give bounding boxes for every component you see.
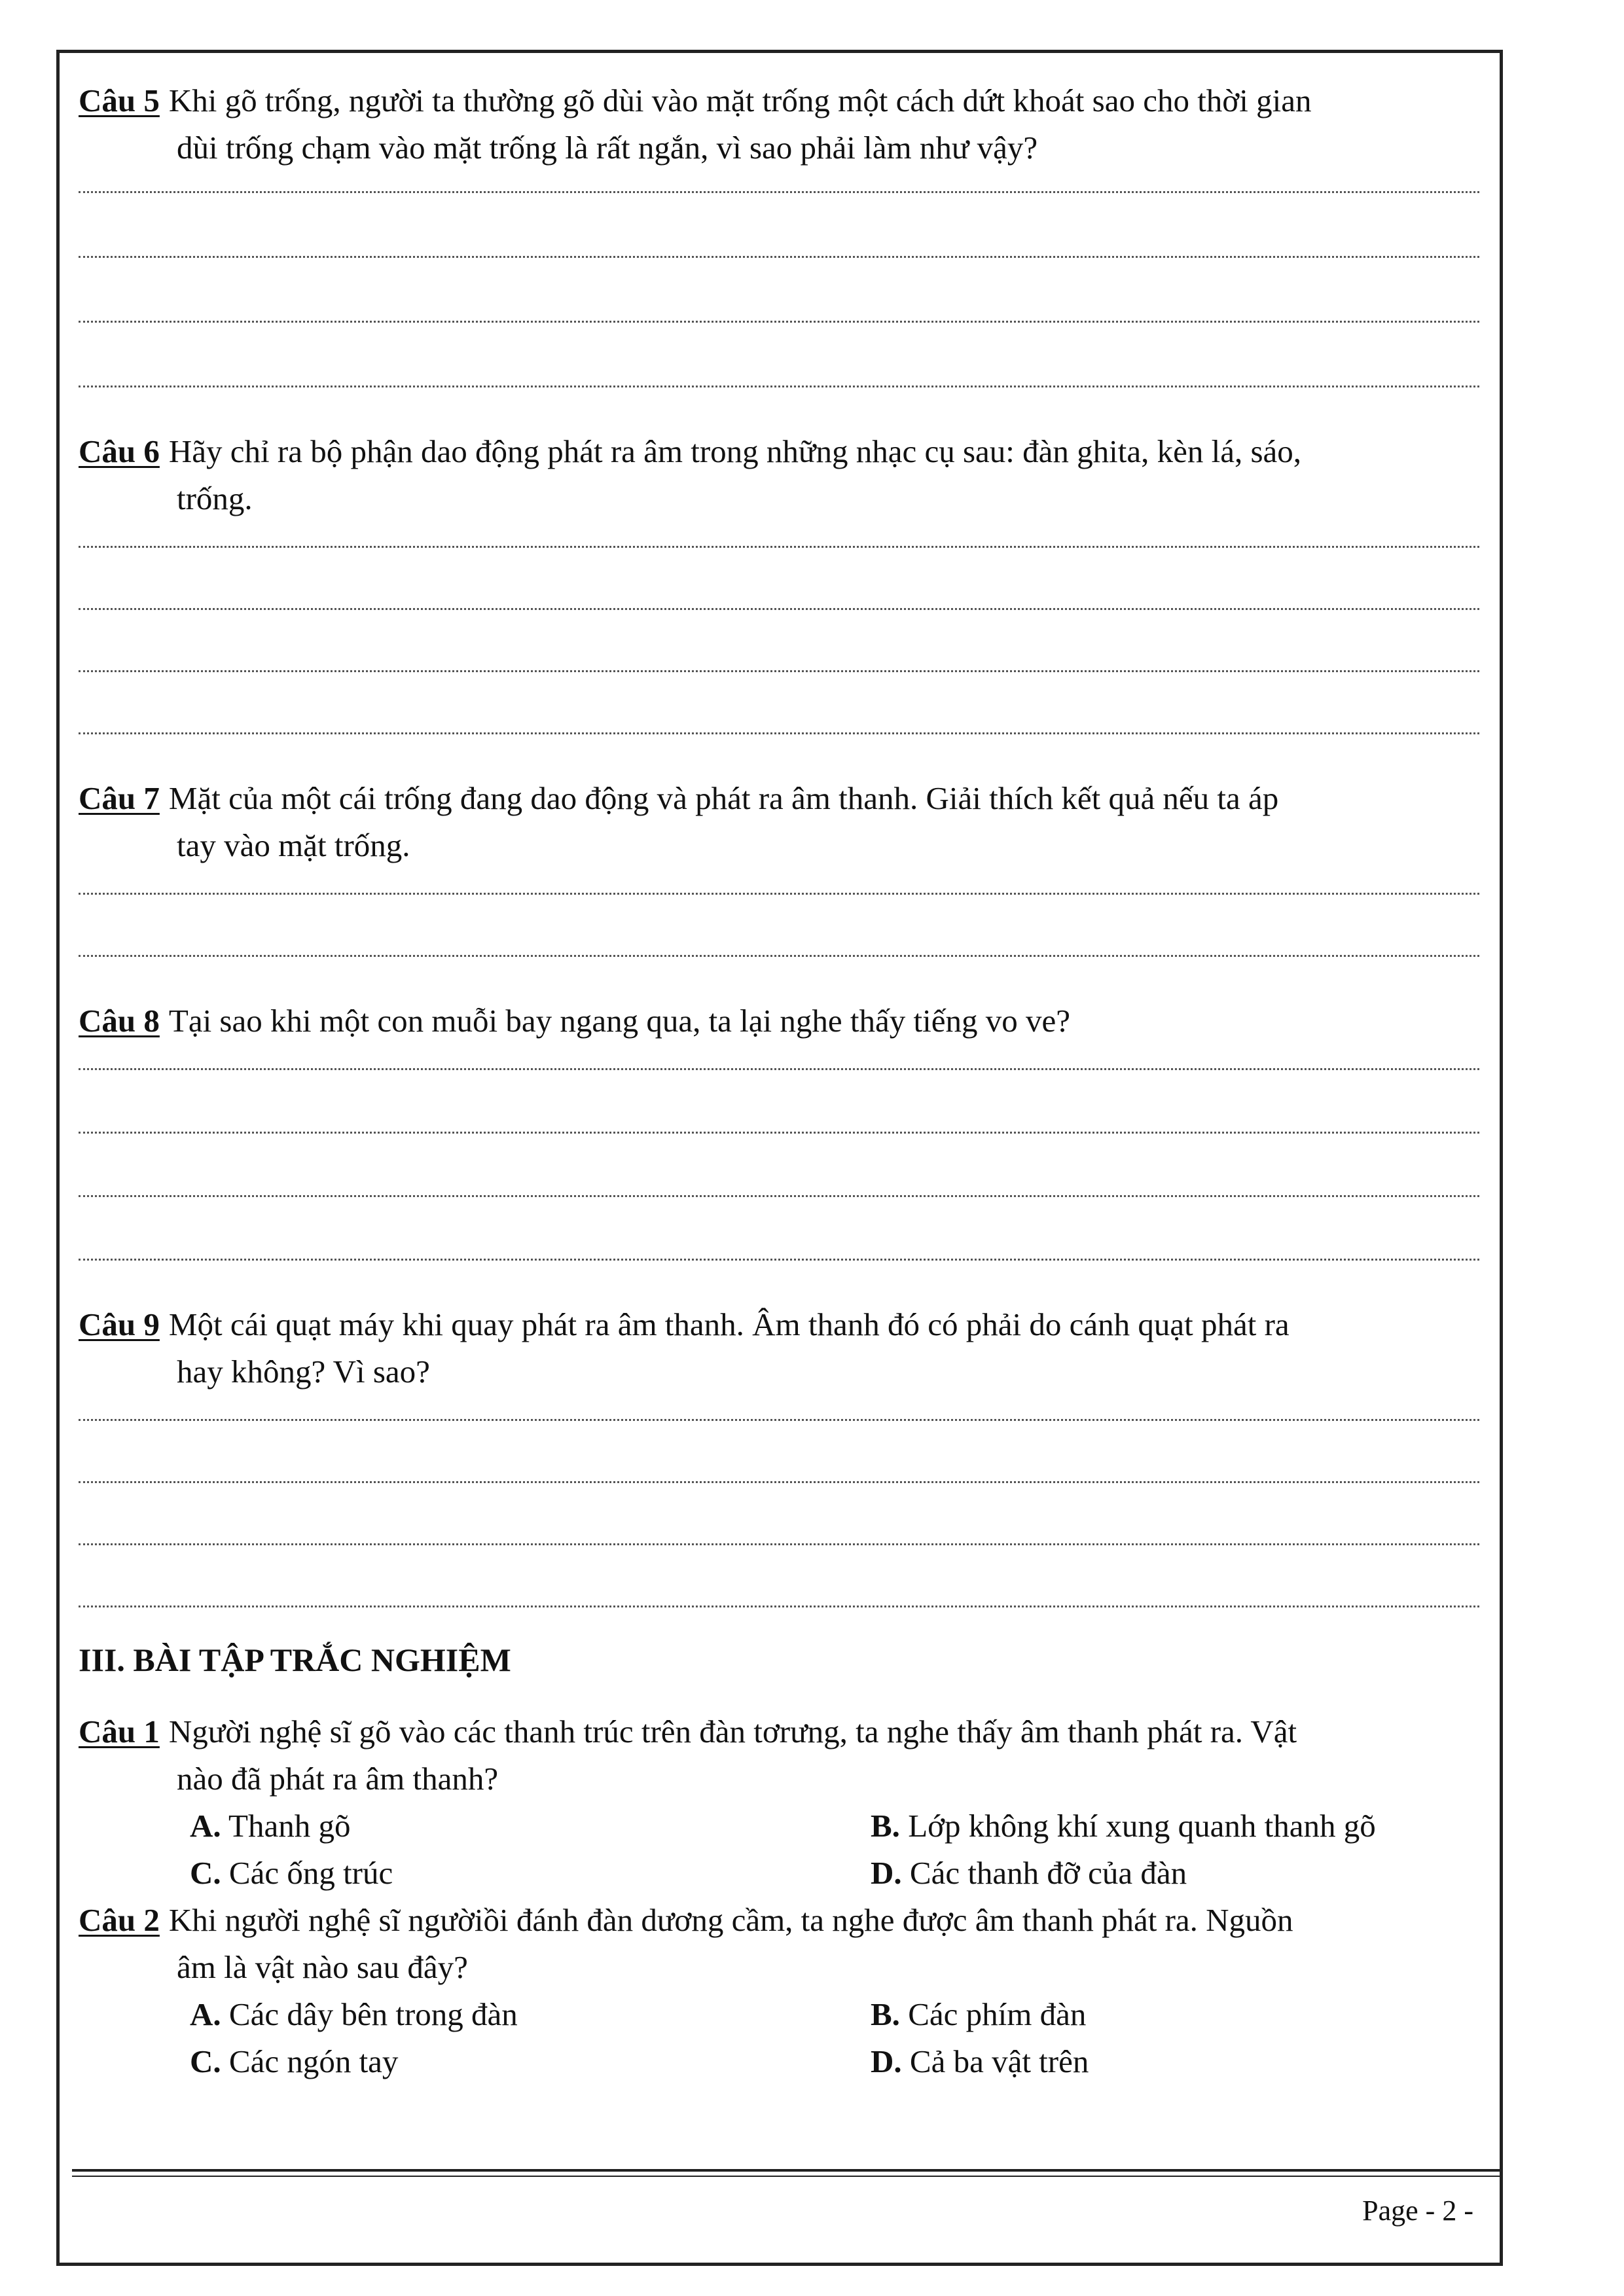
question-label: Câu 9 bbox=[79, 1306, 160, 1342]
answer-line[interactable] bbox=[79, 670, 1479, 672]
answer-line[interactable] bbox=[79, 191, 1479, 193]
option-a[interactable] bbox=[190, 1803, 871, 1850]
option-key: B. bbox=[871, 1808, 900, 1844]
option-text: Cả ba vật trên bbox=[909, 2043, 1089, 2079]
answer-line[interactable] bbox=[79, 1605, 1479, 1607]
option-key: D. bbox=[871, 2043, 902, 2079]
answer-line[interactable] bbox=[79, 1132, 1479, 1134]
question-6 bbox=[79, 428, 1479, 734]
answer-line[interactable] bbox=[79, 1068, 1479, 1070]
question-text: Tại sao khi một con muỗi bay ngang qua, ta lại nghe thấy tiếng vo ve? bbox=[168, 1003, 1070, 1039]
option-c[interactable] bbox=[190, 2038, 871, 2085]
question-text: Hãy chỉ ra bộ phận dao động phát ra âm trong những nhạc cụ sau: đàn ghita, kèn lá, sáo, bbox=[168, 433, 1302, 469]
question-text-cont: dùi trống chạm vào mặt trống là rất ngắn, vì sao phải làm như vậy? bbox=[177, 130, 1038, 166]
options bbox=[79, 1991, 1479, 2085]
option-text: Các phím đàn bbox=[908, 1996, 1087, 2032]
option-text: Các ngón tay bbox=[228, 2043, 399, 2079]
option-text: Các dây bên trong đàn bbox=[228, 1996, 518, 2032]
question-text: Người nghệ sĩ gõ vào các thanh trúc trên đàn tơrưng, ta nghe thấy âm thanh phát ra. Vật bbox=[168, 1713, 1297, 1749]
question-text: Một cái quạt máy khi quay phát ra âm thanh. Âm thanh đó có phải do cánh quạt phát ra bbox=[168, 1306, 1290, 1342]
section-title: III. BÀI TẬP TRẮC NGHIỆM bbox=[79, 1641, 511, 1678]
question-label: Câu 1 bbox=[79, 1713, 160, 1749]
question-text-cont: âm là vật nào sau đây? bbox=[177, 1949, 468, 1985]
answer-line[interactable] bbox=[79, 893, 1479, 895]
answer-line[interactable] bbox=[79, 1419, 1479, 1421]
worksheet-content bbox=[79, 77, 1479, 2085]
option-text: Thanh gõ bbox=[228, 1808, 351, 1844]
footer-divider bbox=[72, 2169, 1503, 2172]
option-key: C. bbox=[190, 2043, 221, 2079]
question-label: Câu 6 bbox=[79, 433, 160, 469]
page-number: Page - 2 - bbox=[1362, 2195, 1473, 2227]
question-text-cont: trống. bbox=[177, 480, 253, 516]
answer-line[interactable] bbox=[79, 732, 1479, 734]
question-label: Câu 7 bbox=[79, 780, 160, 816]
question-8 bbox=[79, 997, 1479, 1261]
question-text: Khi người nghệ sĩ ngườiồi đánh đàn dương cầm, ta nghe được âm thanh phát ra. Nguồn bbox=[168, 1902, 1293, 1938]
question-7 bbox=[79, 775, 1479, 957]
question-text: Khi gõ trống, người ta thường gõ dùi vào mặt trống một cách dứt khoát sao cho thời gian bbox=[168, 82, 1312, 118]
answer-line[interactable] bbox=[79, 1543, 1479, 1545]
footer-divider-thin bbox=[72, 2176, 1503, 2177]
option-text: Các thanh đỡ của đàn bbox=[909, 1855, 1187, 1891]
question-text-cont: nào đã phát ra âm thanh? bbox=[177, 1761, 499, 1797]
option-text: Các ống trúc bbox=[228, 1855, 393, 1891]
answer-line[interactable] bbox=[79, 608, 1479, 610]
question-text: Mặt của một cái trống đang dao động và phát ra âm thanh. Giải thích kết quả nếu ta áp bbox=[168, 780, 1279, 816]
option-key: D. bbox=[871, 1855, 902, 1891]
answer-line[interactable] bbox=[79, 1195, 1479, 1197]
option-c[interactable] bbox=[190, 1850, 871, 1897]
option-key: A. bbox=[190, 1996, 221, 2032]
answer-line[interactable] bbox=[79, 256, 1479, 258]
question-text-cont: tay vào mặt trống. bbox=[177, 827, 410, 863]
option-a[interactable] bbox=[190, 1991, 871, 2038]
question-text-cont: hay không? Vì sao? bbox=[177, 1354, 430, 1390]
question-9 bbox=[79, 1301, 1479, 1607]
question-label: Câu 8 bbox=[79, 1003, 160, 1039]
mcq-1 bbox=[79, 1708, 1479, 1897]
option-d[interactable] bbox=[871, 1850, 1525, 1897]
mcq-2 bbox=[79, 1897, 1479, 2085]
answer-line[interactable] bbox=[79, 1259, 1479, 1261]
option-key: B. bbox=[871, 1996, 900, 2032]
option-key: A. bbox=[190, 1808, 221, 1844]
option-b[interactable] bbox=[871, 1803, 1525, 1850]
answer-line[interactable] bbox=[79, 546, 1479, 548]
answer-line[interactable] bbox=[79, 386, 1479, 387]
question-label: Câu 2 bbox=[79, 1902, 160, 1938]
option-text: Lớp không khí xung quanh thanh gõ bbox=[908, 1808, 1376, 1844]
question-label: Câu 5 bbox=[79, 82, 160, 118]
answer-line[interactable] bbox=[79, 321, 1479, 323]
answer-line[interactable] bbox=[79, 955, 1479, 957]
option-b[interactable] bbox=[871, 1991, 1525, 2038]
answer-line[interactable] bbox=[79, 1481, 1479, 1483]
option-d[interactable] bbox=[871, 2038, 1525, 2085]
options bbox=[79, 1803, 1479, 1897]
question-5 bbox=[79, 77, 1479, 387]
option-key: C. bbox=[190, 1855, 221, 1891]
